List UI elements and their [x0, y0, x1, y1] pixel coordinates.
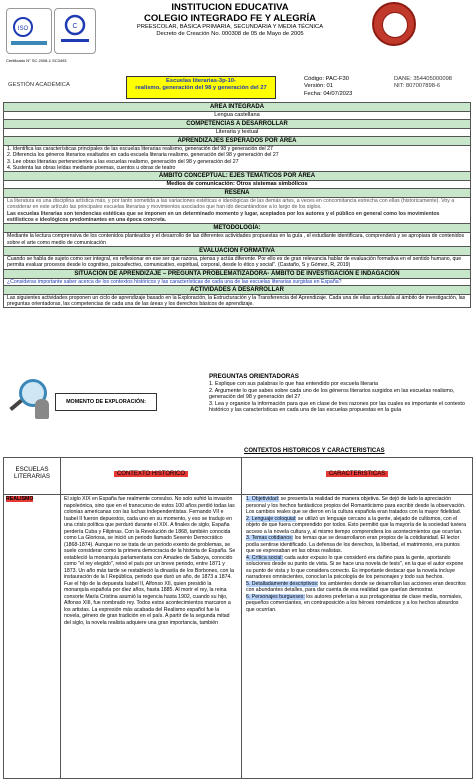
caracteristica-text: los autores preferían a sus protagonistas de clase media, normales, pequeños comerciantes, en contraposición a los héroes románticos y a los hechos absurdos que ocurrían.: [246, 593, 463, 613]
topic-box: [126, 76, 276, 99]
svg-text:ISO: ISO: [17, 26, 29, 32]
resena-text: [3, 198, 471, 224]
svg-text:C: C: [72, 23, 78, 30]
logos-area: [6, 4, 116, 66]
resena-p1: La literatura es una disciplina artística más, y por tanto sometida a las variaciones estéticas e ideológicas de las demás artes, a veces en concomitancia estrecha con ellas (historicamente). Voy a considerar en este artículo las principales escuelas literarias y movimientos asociados que han ido decantándose a lo largo de los siglos.: [7, 198, 455, 211]
school-line2: COLEGIO INTEGRADO FE Y ALEGRÍA: [144, 13, 316, 24]
caracteristica-key: 2. Lenguaje coloquial:: [246, 515, 297, 522]
actividades-text: Las siguientes actividades proponen un ciclo de aprendizaje basado en la Exploración, la Estructuración y la Transferencia del Aprendizaje. Cada una de ellas articulada al ámbito de investigación, las preguntas orientadoras, las competencias de cada una de las áreas y los derechos básicos de aprendizaje.: [3, 295, 471, 309]
question-item: 2. Argumente lo que sabes sobre cada uno de los géneros literarios surgidos en las escuelas realismo, generación del 98 y generación del 27: [209, 387, 455, 401]
school-seal-logo: [372, 2, 416, 46]
aprendizajes-header: APRENDIZAJES ESPERADOS POR ÁREA: [3, 137, 471, 146]
school-name-block: [120, 2, 340, 38]
resena-p2: Las escuelas literarias son tendencias estéticas que se imponen en un determinado momento y lugar, aceptados por los autores y el público en general como los movimientos estilísticos e ideológicos predominantes en una época concreta.: [7, 210, 440, 224]
nit: NIT: 807007898-6: [394, 83, 441, 90]
row-label-realismo: REALISMO: [6, 496, 34, 502]
schools-table: [3, 457, 473, 779]
col-contexto-label: CONTEXTO HISTORICO: [114, 471, 188, 477]
questions-title: PREGUNTAS ORIENTADORAS: [209, 373, 299, 380]
caracteristica-text: se presenta la realidad de manera objetiva. Se dejó de lado la apreciación personal y los hechos fantásticos propios del Romanticismo para escribir desde la observación. Los cambios reales que se dieron en la cultura española eran tratados con la mayor fidelidad.: [246, 496, 466, 515]
orienting-questions-section: [3, 373, 471, 443]
caracteristica-text: se utilizó un lenguaje cercano a la gente, alejado de cultismos, con el objeto de que fuera comprendido por todos. Esto permitió que la mayoría de la sociedad tuviera acceso a la novela cultura y, al mismo tiempo comprendiera los acontecimientos que ocurrían.: [246, 515, 467, 535]
guide-table: [3, 102, 471, 308]
caracteristica-item: [246, 581, 468, 594]
col-divider-1: [4, 458, 61, 778]
caracteristica-item: [246, 516, 468, 536]
row-label-cell: [6, 496, 58, 503]
question-item: 1. Explique con sus palabras lo que has entendido por escuela literaria: [209, 381, 379, 387]
icontec-logo: [54, 8, 96, 54]
dane: DANE: 354405000098: [394, 76, 453, 82]
moment-box: MOMENTO DE EXPLORACIÓN:: [55, 393, 157, 411]
actividades-header: ACTIVIDADES A DESARROLLAR: [3, 286, 471, 295]
evaluacion-header: EVALUACION FORMATIVA: [3, 247, 471, 256]
caracteristica-key: 5. Detalladamente descriptivos:: [246, 580, 319, 587]
caracteristica-item: [246, 535, 468, 555]
caracteristica-key: 6. Personajes burgueses:: [246, 593, 305, 600]
magnifier-handle: [9, 399, 22, 411]
school-line3: PREESCOLAR, BÁSICA PRIMARIA, SECUNDARIA Y MEDIA TÉCNICA: [136, 24, 324, 30]
caracteristica-key: 3. Temas cotidianos:: [246, 535, 294, 541]
caracteristica-item: [246, 594, 468, 614]
aprendizaje-item: 2. Diferencia los géneros literarios exaltados en cada escuela literaria realismo, generación del 98 y generación del 27: [7, 152, 279, 159]
question-item: 3. Lea y organice la información para que en clase de tres razones por las cuales es importante el contexto histórico y las características en cada una de las escuelas propuestas en la guía: [209, 400, 465, 414]
aprendizaje-item: 3. Lee obras literarias pertenecientes a las escuelas realismo, generación del 98 y generación del 27: [7, 158, 239, 165]
situacion-text: ¿Consideras importante saber acerca de los contextos históricos y las características de cada una de las escuelas literarias surgidas en España?: [3, 279, 471, 286]
topic-line1: Escuelas literarias-3p-10-: [166, 78, 236, 84]
ambito-header: ÁMBITO CONCEPTUAL: EJES TEMÁTICOS POR ÁREA: [3, 172, 471, 181]
caracteristica-text: los temas que se desarrollaron eran propios de la cotidianidad. El lector podía sentirse identificado. La defensa de los derechos, la libertad, el matrimonio, era puntos que se expresaban en las obras realistas.: [246, 535, 460, 554]
aprendizaje-item: 4. Sustenta las obras leídas mediante poemas, cuentos u obras de teatro: [7, 164, 176, 171]
document-header: [2, 2, 472, 100]
school-line1: INSTITUCION EDUCATIVA: [171, 2, 289, 13]
person-icon: [35, 399, 49, 419]
magnifier-illustration: [7, 377, 53, 421]
document-codes: [304, 76, 352, 98]
caracteristica-key: 1. Objetividad:: [246, 496, 280, 502]
caracteristica-key: 4. Crítica social:: [246, 554, 283, 561]
metodologia-text: Mediante la lectura comprensiva de los contenidos planteados y el desarrollo de las diferentes actividades propuestas en la guía , el estudiante identificara, comprenderá y se apropiara de contenidos sobre el arte como medio de comunicación: [3, 233, 471, 247]
caracteristica-text: cada autor expuso lo que consideró era dañino para la gente, aportando soluciones desde su punto de vista. Si se hace una novela de tesis", en la que el autor expone su punto de vista y lo que considera correcto. Es importante destacar que la novela incluye narradores omniscientes, conocían la psicología de los personajes y todo sus hechos.: [246, 554, 464, 580]
contexts-title: [244, 448, 385, 454]
situacion-header: SITUACIÓN DE APRENDIZAJE – PREGUNTA PROBLEMATIZADORA- ÁMBITO DE INVESTIGACIÓN E INDAGACIÓN: [3, 270, 471, 279]
caracteristicas-cell: [246, 496, 468, 613]
school-line4: Decreto de Creación No. 000308 de 05 de Mayo de 2005: [156, 31, 304, 37]
medios-value: Medios de comunicación: Otros sistemas simbólicos: [3, 181, 471, 189]
col-escuelas-header: ESCUELAS LITERARIAS: [13, 466, 51, 480]
competencias-value: Literaria y textual: [3, 129, 471, 137]
contexto-cell: El siglo XIX en España fue realmente convulso. No solo sufrió la invasión napoleónica, sino que en el transcurso de estos 100 años perdió todas las colonias americanas con las luchas independentistas. Fernando VII e Isabel II fueron depuestos, cada uno en su momento, y eso se tradujo en una crisis política que perduró durante el XIX. A finales de siglo, España perdería Cuba y Filipinas. Con la Revolución de 1868, también conocida como La Gloriosa, se inició un periodo llamado Sexenio Democrático (1868-1874). Aunque no se trata de un periodo exento de problemas, se suele considerar como la primera democracia de la historia de España. Se estableció la monarquía parlamentaria con Amadeo de Saboya, conocido como "el rey elegido", reinó el país por un breve periodo, entre 1871 y 1873. Un año más tarde se restableció la dinastía de los Borbones, con la instauración de la I República, periodo que duró un año, de 1873 a 1874. Fue el hijo de la depuesta Isabel II, Alfonso XII, quien presidió la monarquía española por diez años, hasta 1885. Al morir el rey, la reina consorte María Cristina asumió la regencia hasta 1902, cuando su hijo, Alfonso XIII, fue nombrado rey. Todos estos acontecimientos marcaron a los artistas. La expresión más acabada del Realismo español fue la novela, género de gran tradición en el país. A partir de la segunda mitad del siglo, la novela realista adquiere una gran importancia, también: [64, 496, 236, 626]
caracteristica-text: los ambientes donde se desarrollan las acciones eran descritos con abundantes detalles, para dar cuenta de esa realidad que querían demostrar.: [246, 580, 466, 593]
seal-center: [382, 12, 408, 38]
metodologia-header: METODOLOGÍA:: [3, 224, 471, 233]
fecha: Fecha: 04/07/2023: [304, 90, 353, 97]
iso-certification-logo: [6, 8, 52, 54]
gestion-label: GESTIÓN ACADÉMICA: [8, 82, 70, 88]
caracteristica-item: [246, 496, 468, 516]
questions-list: [209, 381, 471, 414]
aprendizaje-item: 1. Identifica las características principales de las escuelas literarias realismo, generación del 98 y generación del 27: [7, 146, 273, 152]
dane-nit: [394, 76, 452, 91]
area-header: AREA INTEGRADA: [3, 102, 471, 112]
contexts-title-text: CONTEXTOS HISTORICOS Y CARACTERISTICAS: [244, 448, 385, 454]
col-caracteristicas-label: CARACTERISTICAS: [326, 471, 388, 477]
resena-header: RESEÑA: [3, 189, 471, 198]
competencias-header: COMPETENCIAS A DESARROLLAR: [3, 120, 471, 129]
version: Versión: 01: [304, 83, 334, 90]
area-value: Lengua castellana: [3, 112, 471, 120]
caracteristica-item: [246, 555, 468, 581]
certificate-caption: Certificado N° SC 2008-1 SC3493: [6, 58, 67, 63]
aprendizajes-list: [3, 146, 471, 172]
codigo: Código: PAC-F30: [304, 76, 349, 82]
evaluacion-text: Cuando se habla de sujeto como ser integral, es reflexionar en ese ser que razona, piensa y actúa diferente. Por ello es de gran relevancia hablar de evaluación formativa en el sentido humano, que permita evaluar procesos desde lo cognitivo, psicoafectivo, comunicativo, espiritual, corporal, desde lo ético y social". (Castaño, S y Gómez, R, 2019): [3, 256, 471, 270]
topic-line2: realismo, generación del 98 y generación del 27: [135, 85, 267, 91]
